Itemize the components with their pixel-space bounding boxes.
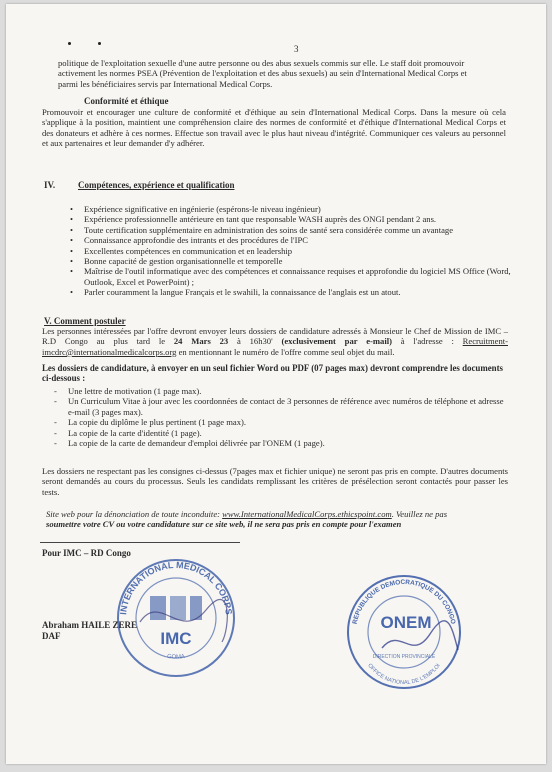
- bullet-mark: [98, 42, 101, 45]
- page-number: 3: [294, 44, 299, 54]
- list-item: • Bonne capacité de gestion organisationnelle et temporelle: [70, 256, 514, 266]
- list-item: - La copie de la carte de demandeur d'emploi délivrée par l'ONEM (1 page).: [54, 438, 504, 448]
- list-item: - La copie de la carte d'identité (1 page).: [54, 428, 504, 438]
- list-item: • Expérience professionnelle antérieure en tant que responsable WASH auprès des ONGI pendant 2 ans.: [70, 214, 514, 224]
- signatory-organization: Pour IMC – RD Congo: [42, 548, 131, 558]
- list-item: • Parler couramment la langue Français et le swahili, la connaissance de l'anglais est un atout.: [70, 287, 514, 297]
- email-only-note: (exclusivement par e-mail): [281, 336, 392, 347]
- onem-stamp-bottom-text: OFFICE NATIONAL DE L'EMPLOI: [366, 662, 442, 687]
- intro-line: politique de l'exploitation sexuelle d'une autre personne ou des abus sexuels commis sur elle. Le staff doit promouvoir: [58, 58, 465, 68]
- document-page: [6, 4, 546, 764]
- application-paragraph: Les personnes intéressées par l'offre devront envoyer leurs dossiers de candidature adressés à Monsieur le Chef de Mission de IMC – R.D Congo au plus tard le 24 Mars 23 à 16h30' (exclusivement par e-mail) à l'adresse : Recruitment-imcdrc@internationalmedicalcorps.org en mentionnant le numéro de l'offre comme seul objet du mail.: [42, 326, 508, 357]
- list-item: • Expérience significative en ingénierie (espérons-le niveau ingénieur): [70, 204, 514, 214]
- list-item: - Un Curriculum Vitae à jour avec les coordonnées de contact de 3 personnes de référence avec numéros de téléphone et adresse e-mail (3 pages max).: [54, 396, 504, 417]
- section-v-title: V. Comment postuler: [44, 316, 126, 326]
- intro-line: parmi les bénéficiaires servis par International Medical Corps.: [58, 78, 273, 89]
- list-item: • Connaissance approfondie des intrants et des procédures de l'IPC: [70, 235, 514, 245]
- imc-logo-mark: [170, 596, 186, 620]
- list-item: - Une lettre de motivation (1 page max).: [54, 386, 504, 396]
- documents-list: [54, 386, 504, 448]
- deadline-date: 24 Mars 23: [173, 336, 229, 347]
- intro-line: activement les normes PSEA (Prévention de l'exploitation et des abus sexuels) au sein d'International Medical Corps et: [58, 68, 467, 79]
- onem-stamp-ring-text: REPUBLIQUE DEMOCRATIQUE DU CONGO: [351, 578, 457, 625]
- signatory-role: DAF: [42, 631, 61, 641]
- svg-text:GOMA: [167, 654, 186, 661]
- skills-list: [70, 204, 514, 298]
- list-item: • Excellentes compétences en communication et en leadership: [70, 246, 514, 256]
- onem-stamp-sub-text: DIRECTION PROVINCIALE: [372, 654, 436, 660]
- signatory-name: Abraham HAILE ZERE: [42, 620, 138, 630]
- ethicspoint-link[interactable]: www.InternationalMedicalCorps.ethicspoint.com: [222, 509, 392, 519]
- closing-paragraph: Les dossiers ne respectant pas les consignes ci-dessus (7pages max et fichier unique) ne seront pas pris en compte. D'autres documents seront demandés au cours du processus. Seuls les candidats remplissant les critères de présélection seront contactés pour passer les tests.: [42, 466, 508, 497]
- list-item: • Maîtrise de l'outil informatique avec des compétences et connaissance requises et approfondie du logiciel MS Office (Word, Outlook, Excel et PowerPoint) ;: [70, 266, 514, 287]
- list-item: • Toute certification supplémentaire en administration des soins de santé sera considérée comme un avantage: [70, 225, 514, 235]
- imc-stamp-bottom-text: GOMA: [166, 653, 186, 661]
- conformite-body: Promouvoir et encourager une culture de conformité et d'éthique au sein d'International Medical Corps. Dans la mesure où cela s'applique à la position, maintient une compréhension claire des normes de conformité et d'éthique d'International Medical Corps et des donateurs et adhère à ces normes. Effectue son travail avec le plus haut niveau d'intégrité. Communiquer ces valeurs au personnel et aux partenaires et leur demander d'y adhérer.: [42, 107, 506, 149]
- imc-logo-mark: [150, 596, 166, 620]
- imc-stamp: [110, 552, 242, 678]
- intro-paragraph: [58, 58, 508, 89]
- list-item: - La copie du diplôme le plus pertinent (1 page max).: [54, 417, 504, 427]
- separator-line: [40, 542, 240, 543]
- recruitment-email-link[interactable]: Recruitment-imcdrc@internationalmedicalcorps.org: [42, 336, 508, 357]
- imc-stamp-ring-text: INTERNATIONAL MEDICAL CORPS: [118, 559, 234, 616]
- onem-stamp-center: ONEM: [380, 613, 432, 632]
- section-iv-title: Compétences, expérience et qualification: [78, 180, 235, 190]
- dossier-title: Les dossiers de candidature, à envoyer en un seul fichier Word ou PDF (07 pages max) devront comprendre les documents ci-dessous :: [42, 363, 504, 384]
- onem-stamp: [342, 570, 466, 694]
- conformite-title: Conformité et éthique: [84, 96, 169, 106]
- section-iv-number: IV.: [44, 180, 56, 190]
- ethics-note: Site web pour la dénonciation de toute inconduite: www.InternationalMedicalCorps.ethicspoint.com. Veuillez ne pas soumettre votre CV ou votre candidature sur ce site web, il ne sera pas pris en compte pour l'examen: [46, 509, 448, 530]
- imc-stamp-center: IMC: [160, 629, 192, 648]
- bullet-mark: [68, 42, 71, 45]
